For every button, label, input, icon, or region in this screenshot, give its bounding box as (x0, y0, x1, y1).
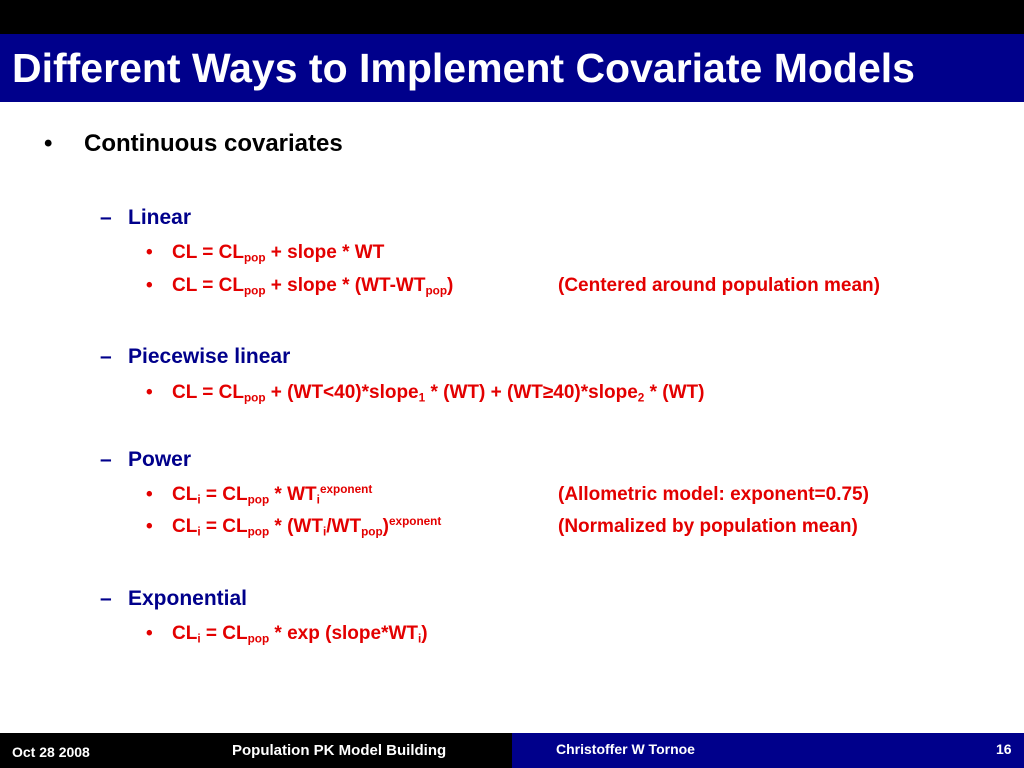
bullet-small-dot: • (146, 484, 153, 505)
footer-date: Oct 28 2008 (12, 744, 90, 760)
note-normalized: (Normalized by population mean) (558, 516, 858, 537)
footer-left-panel (0, 733, 512, 768)
note-centered: (Centered around population mean) (558, 275, 880, 296)
slide-content (0, 102, 1024, 730)
footer-right-panel (512, 733, 1024, 768)
note-allometric: (Allometric model: exponent=0.75) (558, 484, 869, 505)
footer-topic: Population PK Model Building (232, 742, 447, 759)
label-piecewise-linear: Piecewise linear (128, 345, 291, 368)
bullet-small-dot: • (146, 623, 153, 644)
heading-continuous-covariates: Continuous covariates (84, 130, 343, 157)
bullet-dot: • (44, 130, 53, 157)
equation-exponential: $CL_i = CL_{pop} * \exp$ $(slope*WT_i)$ (172, 623, 428, 646)
equation-linear-centered: CL = $CL_{pop}$ + slope * $(WT-WT_{pop})$ (172, 275, 454, 298)
bullet-small-dot: • (146, 275, 153, 296)
label-exponential: Exponential (128, 587, 248, 610)
slide-title: Different Ways to Implement Covariate Models (12, 45, 915, 91)
bullet-dash: – (100, 206, 112, 229)
title-bar (0, 34, 1024, 102)
bullet-dash: – (100, 587, 112, 610)
equation-power-normalized: $CL_i = CL_{pop} * (WT_i/WT_{pop})^{exponent}$ (172, 514, 442, 539)
page-number: 16 (996, 741, 1012, 757)
label-linear: Linear (128, 206, 192, 229)
footer-author: Christoffer W Tornoe (556, 741, 695, 757)
bullet-small-dot: • (146, 516, 153, 537)
equation-piecewise: CL = $CL_{pop}$ + (WT<40)*slope$_1$ * (WT) + (WT≥40)*slope$_2$ * (WT) (172, 382, 705, 405)
bullet-small-dot: • (146, 382, 153, 403)
equation-linear: CL = $CL_{pop}$ + slope * WT (172, 242, 385, 265)
top-strip (0, 0, 1024, 34)
slide-footer (0, 733, 1024, 768)
bullet-dash: – (100, 345, 112, 368)
bullet-small-dot: • (146, 242, 153, 263)
equation-power-allometric: $CL_i = CL_{pop} * WT_i^{exponent}$ (172, 482, 373, 507)
label-power: Power (128, 448, 192, 471)
bullet-dash: – (100, 448, 112, 471)
